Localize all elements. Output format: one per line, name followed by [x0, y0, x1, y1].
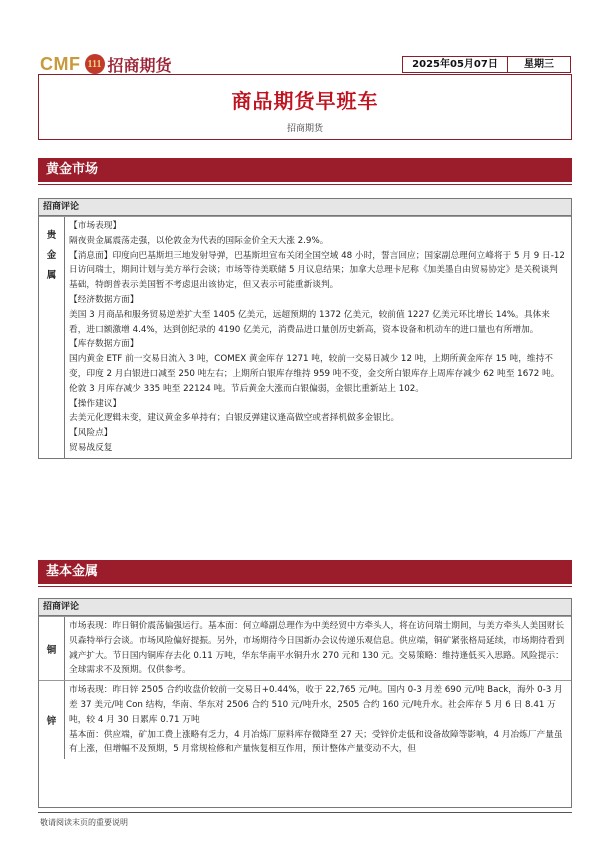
row-label-zinc: 锌 — [39, 681, 65, 759]
row-label-copper: 铜 — [39, 617, 65, 680]
row-body-copper — [65, 617, 571, 680]
row-label-char: 金 — [46, 250, 57, 261]
report-date: 2025年05月07日 — [402, 56, 508, 73]
page-subtitle: 招商期货 — [286, 124, 323, 134]
table-row — [39, 616, 571, 680]
paragraph: 去美元化逻辑未变，建议黄金多单持有；白银反弹建议逢高做空或者择机做多金银比。 — [69, 413, 400, 424]
paragraph: 基本面：供应端，矿加工费上涨略有乏力，4 月冶炼厂原料库存微降至 27 天；受锌价走低和设备故障等影响，4 月冶炼厂产量虽有上涨，但增幅不及预期，5 月常规检修和产量恢复相互作用，预计整体产量变动不大，但 — [69, 729, 563, 755]
paragraph: 美国 3 月商品和服务贸易逆差扩大至 1405 亿美元，远超预期的 1372 亿美元，较前值 1227 亿美元环比增长 14%。具体来看，进口额激增 4.4%，达到创纪录的 4190 亿美元，消费品进口量创历史新高，资本设备和机动车的进口量也有所增加。 — [69, 309, 550, 335]
table-row — [39, 216, 571, 458]
logo-cmf-text: CMF — [40, 53, 81, 74]
base-metals-comment-table — [38, 598, 572, 808]
page-title: 商品期货早班车 — [231, 89, 379, 113]
section-divider — [38, 184, 572, 185]
table-header: 招商评论 — [39, 599, 571, 616]
section-heading-gold: 黄金市场 — [38, 158, 572, 182]
company-logo — [40, 52, 172, 76]
paragraph: 【市场表现】 — [69, 221, 122, 231]
footer-divider — [38, 812, 572, 813]
paragraph: 市场表现：昨日铜价震荡偏强运行。基本面：何立峰副总理作为中美经贸中方牵头人，将在访问瑞士期间，与美方牵头人美国财长贝森特举行会谈。市场风险偏好提振。另外，市场期待今日国新办会议传递乐观信息。供应端，铜矿紧张格局延续，市场期待看到减产扩大。节日国内铜库存去化 0.11 万吨，华东华南平水铜升水 270 元和 130 元。交易策略：维持逢低买入思路。风险提示：全球需求不及预期。仅供参考。 — [69, 621, 565, 676]
section-heading-base-metals: 基本金属 — [38, 560, 572, 584]
paragraph: 【库存数据方面】 — [69, 339, 139, 350]
table-header: 招商评论 — [39, 199, 571, 216]
footer-note: 敬请阅读末页的重要说明 — [40, 818, 128, 827]
row-label — [39, 217, 65, 458]
paragraph: 【经济数据方面】 — [69, 294, 139, 305]
paragraph: 市场表现：昨日锌 2505 合约收盘价较前一交易日+0.44%，收于 22,765 元/吨。国内 0-3 月差 690 元/吨 Back，海外 0-3 月差 37 美元/吨 Con 结构，华南、华东对 2506 合约 510 元/吨升水，2505 合约 160 元/吨升水。社会库存 5 月 6 日 8.41 万吨，较 4 月 30 日累库 0.71 万吨 — [69, 685, 563, 725]
paragraph: 【消息面】印度向巴基斯坦三地发射导弹，巴基斯坦宣布关闭全国空域 48 小时，誓言回应；国家副总理何立峰将于 5 月 9 日-12 日访问瑞士，期间计划与美方举行会谈；市场等待美联储 5 月议息结果；加拿大总理卡尼称《加美墨自由贸易协定》是关税谈判基础，特朗普表示美国暂不考虑退出该协定，但又表示可能重新谈判。 — [69, 250, 565, 291]
logo-brand-text: 招商期货 — [107, 55, 172, 75]
gold-comment-table — [38, 198, 572, 459]
logo-badge-icon: 111 — [85, 54, 105, 74]
row-label-char: 属 — [46, 270, 57, 281]
paragraph: 【操作建议】 — [69, 398, 122, 409]
row-body — [65, 217, 571, 458]
table-row — [39, 680, 571, 759]
section-divider — [38, 586, 572, 587]
paragraph: 【风险点】 — [69, 428, 113, 439]
report-weekday: 星期三 — [508, 56, 571, 73]
paragraph: 隔夜贵金属震荡走强，以伦敦金为代表的国际金价全天大涨 2.9%。 — [69, 235, 329, 246]
row-body-zinc — [65, 681, 571, 759]
title-box — [38, 74, 572, 140]
paragraph: 国内黄金 ETF 前一交易日流入 3 吨，COMEX 黄金库存 1271 吨，较前一交易日减少 12 吨，上期所黄金库存 15 吨，维持不变，印度 2 月白银进口减至 250 吨左右；上期所白银库存维持 959 吨不变，金交所白银库存上周库存减少 62 吨至 1672 吨。伦敦 3 月库存减少 335 吨至 22124 吨。节后黄金大涨而白银偏弱，金银比重新站上 102。 — [69, 354, 560, 394]
header-date-box — [402, 56, 571, 73]
row-label-char: 贵 — [46, 230, 57, 241]
paragraph: 贸易战反复 — [69, 442, 113, 453]
